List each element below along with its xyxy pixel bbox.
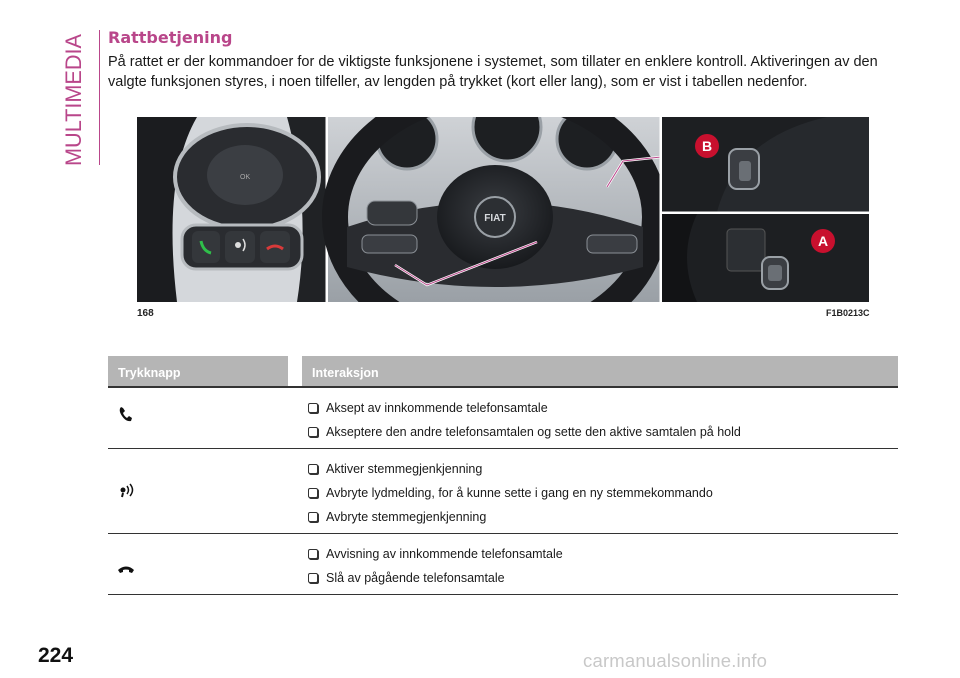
figure-number: 168: [137, 308, 154, 319]
controls-table: [108, 356, 898, 595]
list-item: [304, 542, 898, 566]
table-row: [108, 388, 898, 449]
fiat-logo-text: FIAT: [484, 213, 506, 224]
list-item: [304, 420, 898, 444]
page-number: 224: [38, 644, 74, 667]
header-button: Trykknapp: [118, 366, 181, 380]
steering-wheel-main: [328, 117, 661, 302]
list-item: [304, 457, 898, 481]
list-item: [304, 566, 898, 590]
intro-paragraph: På rattet er der kommandoer for de viktigste funksjonene i systemet, som tillater en enklere kontroll. Aktiveringen av den valgte funksjonen styres, i noen tilfeller, av lengden på trykket (kort eller lang), som er vist i tabellen nedenfor.: [108, 54, 878, 90]
section-title: Rattbetjening: [108, 28, 233, 47]
voice-command-icon: [116, 479, 136, 499]
table-row: [108, 534, 898, 595]
row-text: Avbryte lydmelding, for å kunne sette i gang en ny stemmekommando: [326, 486, 713, 500]
right-detail-a: [662, 214, 869, 302]
header-interaction: Interaksjon: [312, 366, 379, 380]
svg-text:OK: OK: [240, 174, 251, 181]
row-text: Aksept av innkommende telefonsamtale: [326, 401, 548, 415]
phone-answer-icon: [116, 404, 136, 424]
steering-wheel-figure: [137, 117, 869, 302]
side-divider: [99, 30, 100, 165]
row-text: Akseptere den andre telefonsamtalen og sette den aktive samtalen på hold: [326, 425, 741, 439]
row-text: Aktiver stemmegjenkjenning: [326, 462, 483, 476]
row-text: Slå av pågående telefonsamtale: [326, 571, 505, 585]
callout-b: B: [701, 138, 713, 154]
watermark: carmanualsonline.info: [583, 650, 768, 671]
figure-code: F1B0213C: [826, 308, 870, 318]
row-text: Avvisning av innkommende telefonsamtale: [326, 547, 563, 561]
left-detail-panel: [137, 117, 327, 302]
right-detail-b: [662, 117, 869, 212]
row-text: Avbryte stemmegjenkjenning: [326, 510, 487, 524]
callout-a: A: [817, 233, 829, 249]
list-item: [304, 481, 898, 505]
list-item: [304, 396, 898, 420]
list-item: [304, 505, 898, 529]
phone-hangup-icon: [116, 558, 136, 578]
section-side-text: MULTIMEDIA: [61, 31, 86, 166]
table-header: [108, 356, 898, 388]
table-row: [108, 449, 898, 534]
section-side-label: [50, 30, 90, 170]
